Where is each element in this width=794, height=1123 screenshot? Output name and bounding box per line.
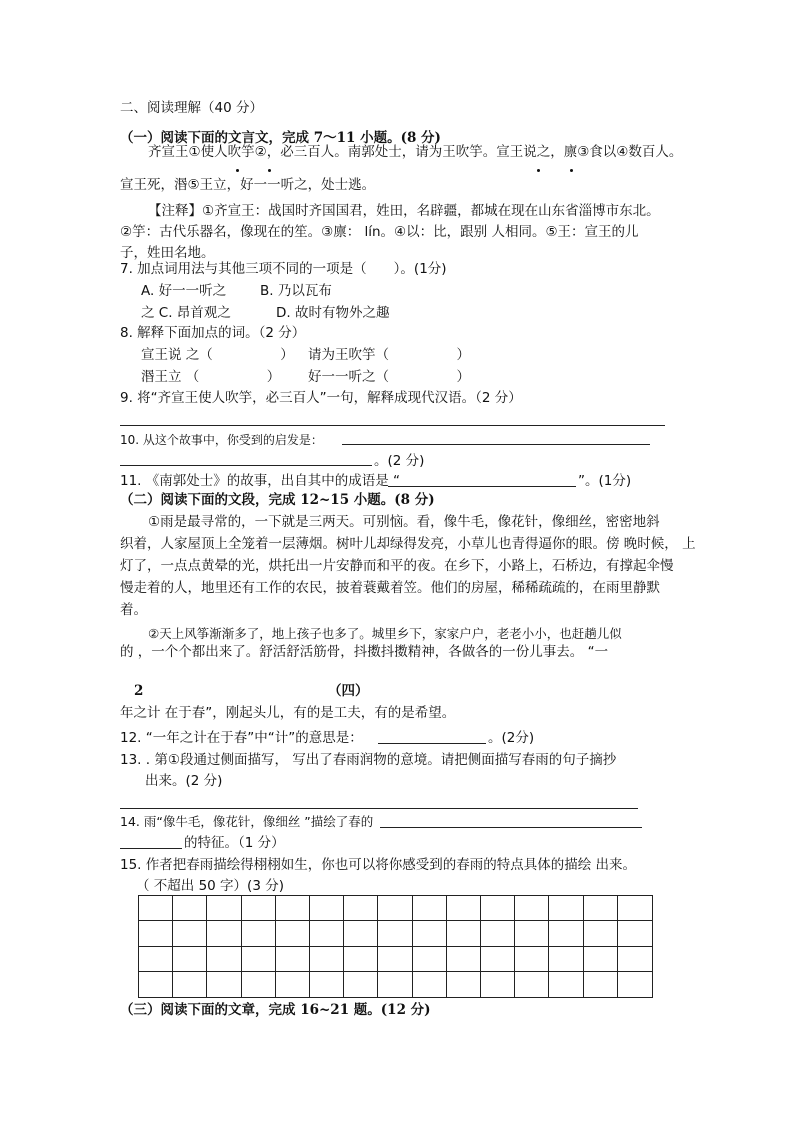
grid-cell[interactable]	[378, 921, 412, 946]
grid-cell[interactable]	[344, 896, 378, 921]
passage-line: ②天上风筝渐渐多了，地上孩子也多了。城里乡下，家家户户，老老小小，也赶趟儿似	[148, 626, 622, 641]
grid-cell[interactable]	[344, 972, 378, 997]
grid-cell[interactable]	[549, 972, 583, 997]
q8-item-b: 请为王吹竽（ ）	[308, 347, 470, 363]
grid-cell[interactable]	[481, 921, 515, 946]
grid-cell[interactable]	[618, 972, 652, 997]
grid-cell[interactable]	[618, 896, 652, 921]
part3-header: （三）阅读下面的文章，完成 16~21 题。(12 分)	[120, 1002, 431, 1018]
page-number: 2	[134, 683, 144, 699]
question-7: 7. 加点词用法与其他三项不同的一项是（ ）。(1分)	[120, 261, 447, 277]
grid-cell[interactable]	[276, 972, 310, 997]
grid-cell[interactable]	[139, 896, 173, 921]
grid-cell[interactable]	[549, 947, 583, 972]
passage-line: ①雨是最寻常的，一下就是三两天。可别恼。看，像牛毛，像花针，像细丝，密密地斜	[148, 514, 660, 530]
question-12: 12. “一年之计在于春”中“计”的意思是：	[120, 730, 363, 746]
grid-cell[interactable]	[378, 972, 412, 997]
grid-cell[interactable]	[618, 947, 652, 972]
classical-text-line1: 齐宣王①使人吹竽②，必三百人。南郭处士，请为王吹竽。宣王说之，廪③食以④数百人。	[148, 144, 683, 160]
question-8: 8. 解释下面加点的词。（2 分）	[120, 325, 306, 341]
note-line3: 子，姓田名地。	[120, 245, 215, 261]
grid-cell[interactable]	[515, 921, 549, 946]
grid-cell[interactable]	[378, 896, 412, 921]
grid-cell[interactable]	[584, 896, 618, 921]
grid-cell[interactable]	[549, 921, 583, 946]
answer-line-11[interactable]	[388, 486, 576, 487]
grid-cell[interactable]	[378, 947, 412, 972]
question-14: 14. 雨“像牛毛，像花针，像细丝 ”描绘了春的	[120, 814, 374, 829]
grid-cell[interactable]	[413, 896, 447, 921]
page-marker: （四）	[328, 683, 369, 699]
question-15: 15. 作者把春雨描绘得栩栩如生，你也可以将你感受到的春雨的特点具体的描绘 出来。	[120, 857, 637, 873]
q14-continuation: 的特征。（1 分）	[184, 835, 285, 851]
grid-cell[interactable]	[207, 947, 241, 972]
emphasis-dot	[570, 169, 573, 172]
passage-line: 年之计 在于春”，刚起头儿，有的是工夫，有的是希望。	[120, 705, 456, 721]
passage-line: 灯了，一点点黄晕的光，烘托出一片安静而和平的夜。在乡下，小路上，石桥边，有撑起伞慢	[120, 558, 674, 574]
grid-cell[interactable]	[584, 921, 618, 946]
answer-line-10[interactable]	[342, 444, 650, 445]
answer-line-9[interactable]	[120, 425, 665, 426]
grid-cell[interactable]	[447, 972, 481, 997]
grid-cell[interactable]	[310, 921, 344, 946]
grid-cell[interactable]	[173, 972, 207, 997]
grid-cell[interactable]	[242, 972, 276, 997]
section-title: 二、阅读理解（40 分）	[120, 100, 263, 116]
grid-cell[interactable]	[173, 896, 207, 921]
grid-cell[interactable]	[447, 896, 481, 921]
q15-continuation: （ 不超出 50 字）(3 分)	[136, 878, 284, 894]
grid-cell[interactable]	[447, 947, 481, 972]
grid-cell[interactable]	[242, 896, 276, 921]
q12-score: 。(2分)	[488, 730, 535, 746]
grid-cell[interactable]	[413, 947, 447, 972]
classical-text-line2: 宣王死，湣⑤王立，好一一听之，处士逃。	[120, 177, 376, 193]
emphasis-dot	[268, 169, 271, 172]
q13-continuation: 出来。(2 分)	[145, 773, 223, 789]
question-10: 10. 从这个故事中，你受到的启发是：	[120, 433, 323, 447]
grid-cell[interactable]	[515, 896, 549, 921]
grid-cell[interactable]	[481, 947, 515, 972]
answer-line-14b[interactable]	[120, 848, 182, 849]
q7-option-d: D. 故时有物外之趣	[276, 305, 390, 321]
grid-cell[interactable]	[207, 896, 241, 921]
grid-cell[interactable]	[276, 947, 310, 972]
answer-line-12[interactable]	[378, 743, 486, 744]
grid-cell[interactable]	[549, 896, 583, 921]
emphasis-dot	[537, 169, 540, 172]
answer-line-14[interactable]	[380, 827, 642, 828]
grid-cell[interactable]	[310, 947, 344, 972]
note-line1: 【注释】①齐宣王：战国时齐国国君，姓田，名辟疆，都城在现在山东省淄博市东北。	[148, 203, 660, 219]
question-13: 13. . 第①段通过侧面描写， 写出了春雨润物的意境。请把侧面描写春雨的句子摘抄	[120, 752, 617, 768]
q7-option-b: B. 乃以瓦布	[260, 283, 332, 299]
grid-cell[interactable]	[139, 972, 173, 997]
question-11: 11. 《南郭处士》的故事，出自其中的成语是 “	[120, 473, 401, 489]
grid-cell[interactable]	[618, 921, 652, 946]
passage-line: 慢走着的人，地里还有工作的农民，披着蓑戴着笠。他们的房屋，稀稀疏疏的，在雨里静默	[120, 580, 660, 596]
q10-score: 。(2 分)	[374, 453, 425, 469]
grid-cell[interactable]	[310, 896, 344, 921]
grid-cell[interactable]	[413, 921, 447, 946]
part1-header: （一）阅读下面的文言文，完成 7～11 小题。(8 分)	[120, 130, 441, 146]
q8-item-a: 宣王说 之（ ）	[141, 347, 294, 363]
passage-line: 织着，人家屋顶上全笼着一层薄烟。树叶儿却绿得发亮，小草儿也青得逼你的眼。傍 晚时候， 上	[120, 536, 696, 552]
q8-item-c: 湣王立 （ ）	[141, 369, 281, 385]
grid-cell[interactable]	[173, 947, 207, 972]
passage-line: 的 ，一个个都出来了。舒活舒活筋骨，抖擞抖擞精神，各做各的一份儿事去。 “一	[120, 644, 609, 660]
question-9: 9. 将“齐宣王使人吹竽，必三百人”一句，解释成现代汉语。（2 分）	[120, 390, 522, 406]
answer-grid[interactable]	[138, 895, 653, 998]
passage-line: 着。	[120, 602, 147, 618]
grid-cell[interactable]	[515, 947, 549, 972]
grid-cell[interactable]	[242, 947, 276, 972]
q7-option-c: 之 C. 昂首观之	[141, 305, 231, 321]
answer-line-13[interactable]	[120, 808, 638, 809]
grid-cell[interactable]	[413, 972, 447, 997]
grid-cell[interactable]	[481, 972, 515, 997]
grid-cell[interactable]	[276, 921, 310, 946]
grid-cell[interactable]	[173, 921, 207, 946]
grid-cell[interactable]	[207, 972, 241, 997]
grid-cell[interactable]	[447, 921, 481, 946]
answer-line-10b[interactable]	[120, 465, 372, 466]
emphasis-dot	[236, 169, 239, 172]
grid-cell[interactable]	[584, 972, 618, 997]
grid-cell[interactable]	[481, 896, 515, 921]
note-line2: ②竽：古代乐器名，像现在的笙。③廪： lín。④以：比，跟别 人相同。⑤王：宣王的儿	[120, 224, 639, 240]
grid-cell[interactable]	[310, 972, 344, 997]
grid-cell[interactable]	[242, 921, 276, 946]
grid-cell[interactable]	[515, 972, 549, 997]
q8-item-d: 好一一听之（ ）	[308, 369, 470, 385]
grid-cell[interactable]	[139, 921, 173, 946]
grid-cell[interactable]	[276, 896, 310, 921]
grid-cell[interactable]	[207, 921, 241, 946]
grid-cell[interactable]	[344, 921, 378, 946]
grid-cell[interactable]	[139, 947, 173, 972]
part2-header: （二）阅读下面的文段，完成 12~15 小题。(8 分)	[120, 492, 435, 508]
q11-score: ”。(1分)	[578, 473, 632, 489]
grid-cell[interactable]	[584, 947, 618, 972]
q7-option-a: A. 好一一听之	[141, 283, 227, 299]
grid-cell[interactable]	[344, 947, 378, 972]
